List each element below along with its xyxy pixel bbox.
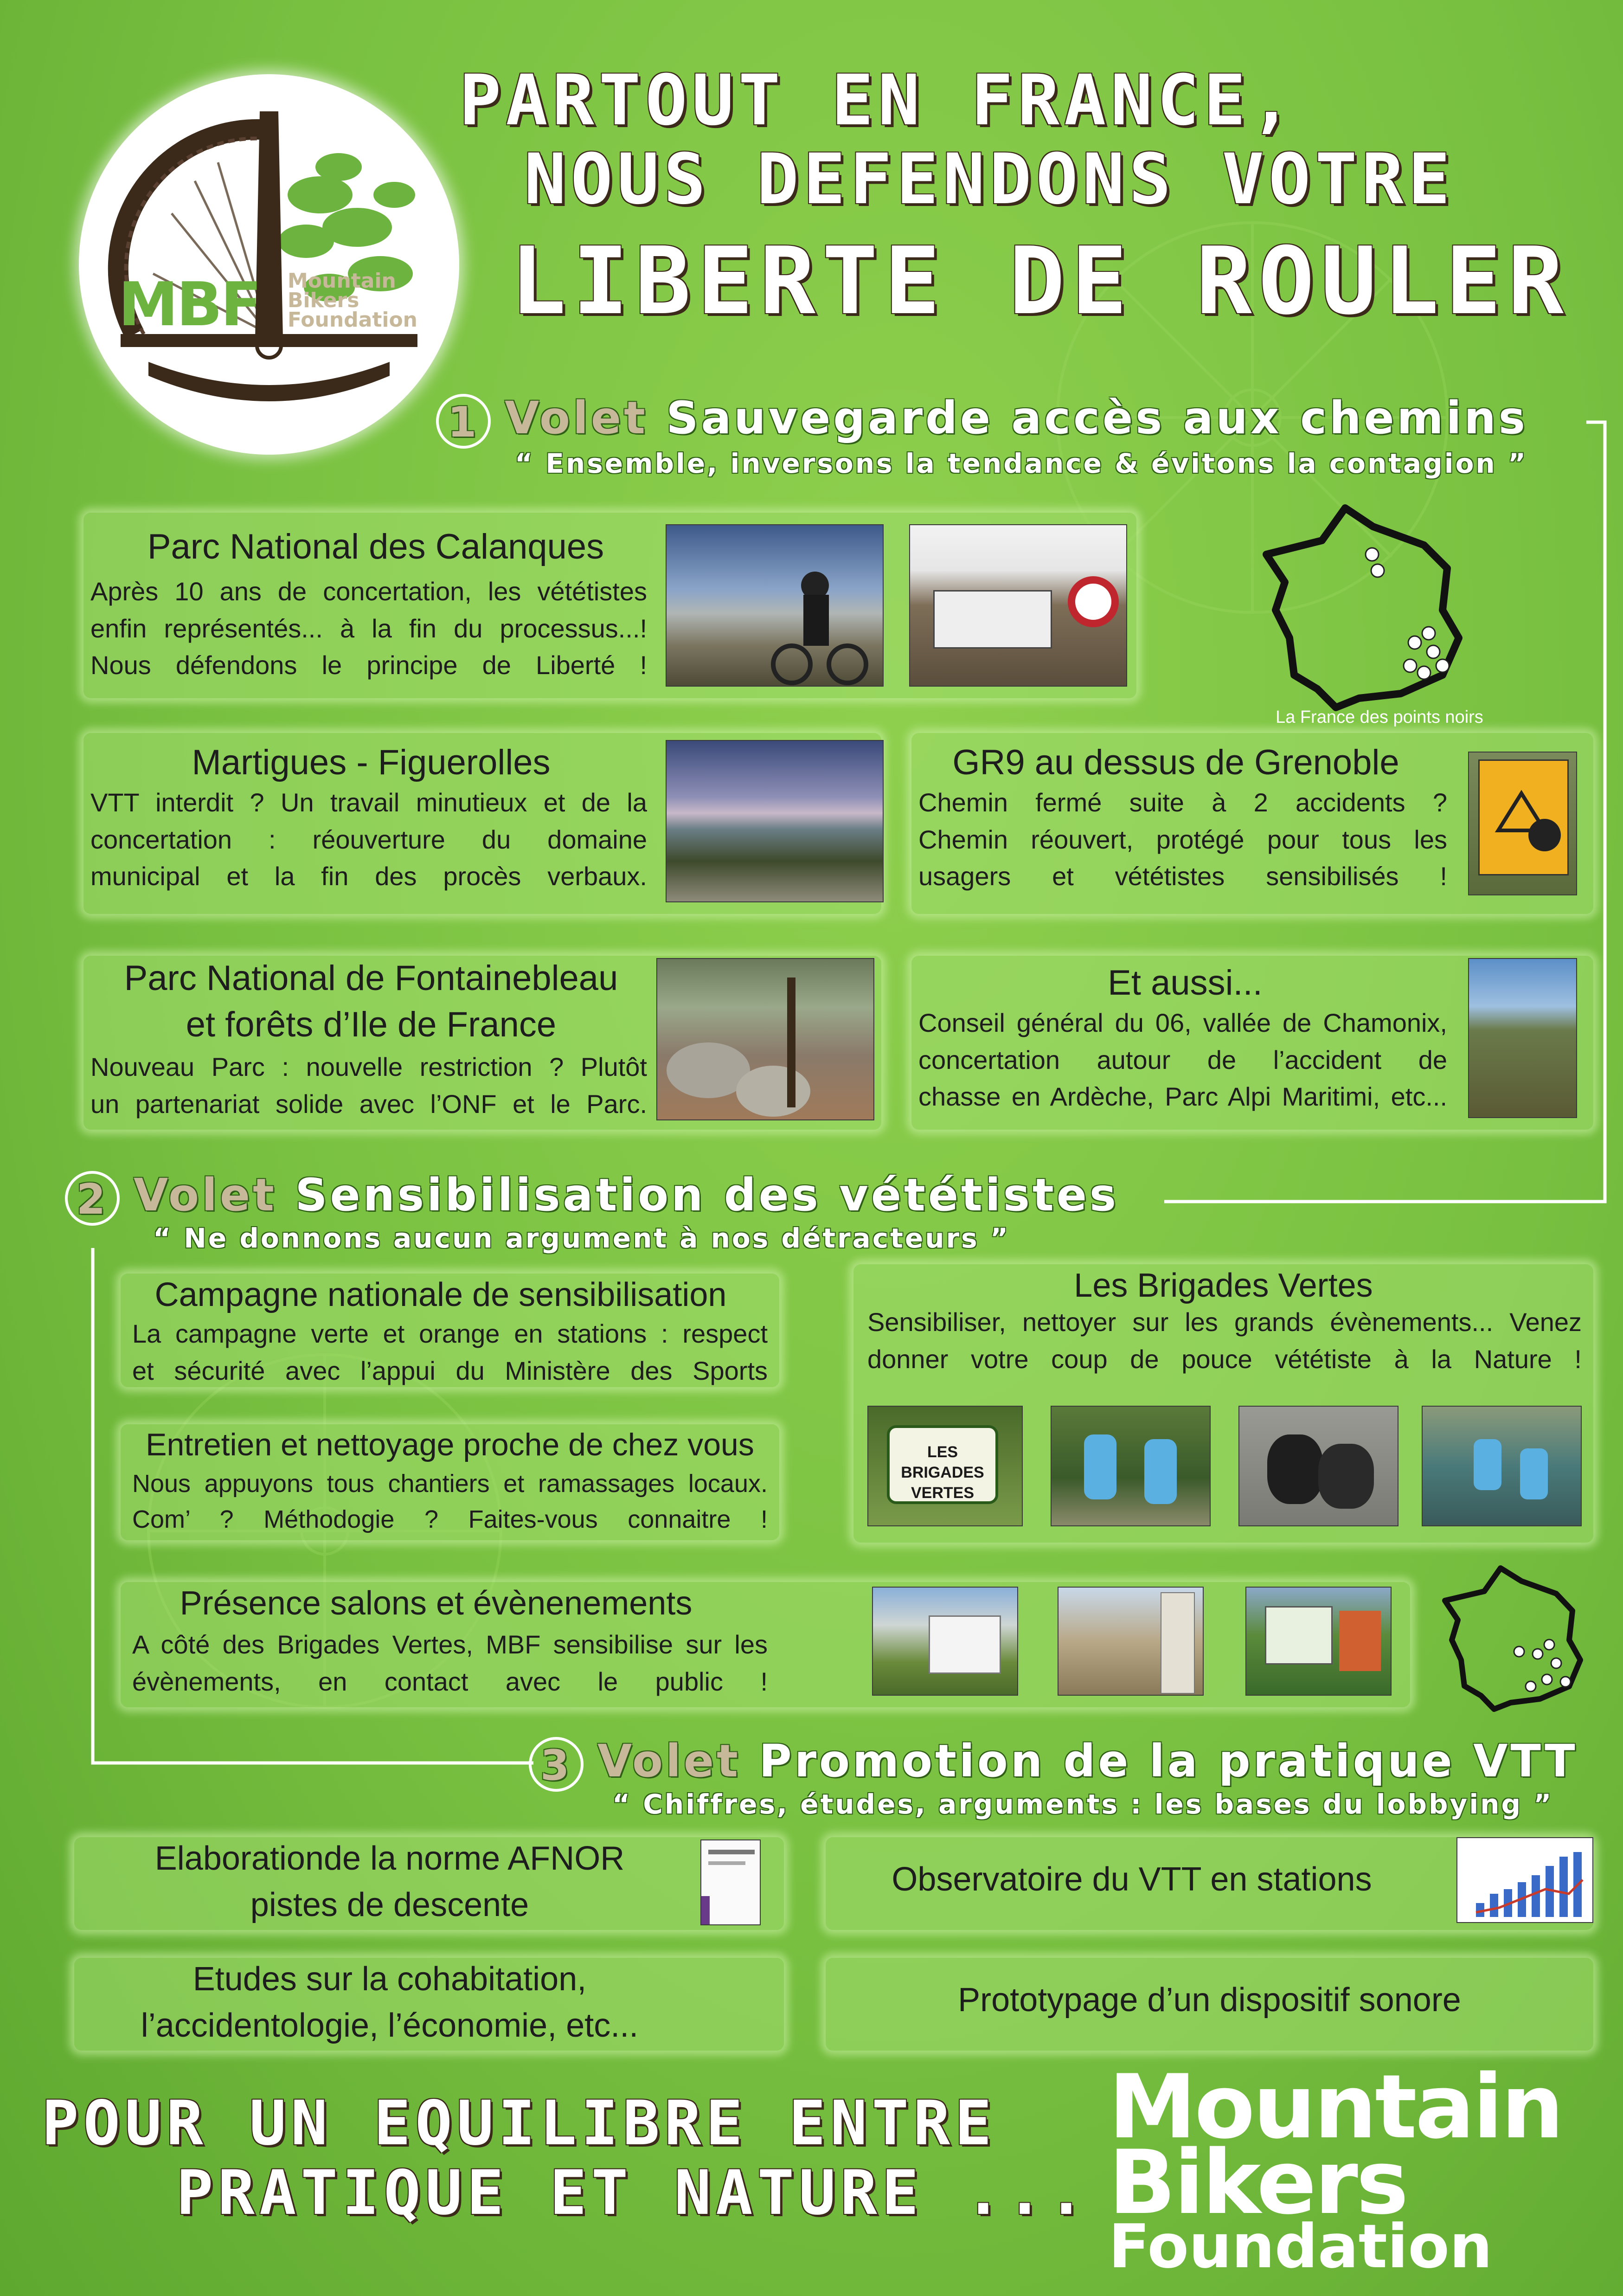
salons-card bbox=[121, 1582, 1410, 1707]
observatoire-chart-thumbnail bbox=[1456, 1837, 1593, 1923]
logo-initials: MBF bbox=[118, 269, 260, 340]
fontainebleau-line: un partenariat solide avec l’ONF et le Parc. bbox=[90, 1089, 647, 1119]
brigades-cyclists-photo bbox=[1051, 1406, 1211, 1526]
gr9-title: GR9 au dessus de Grenoble bbox=[952, 743, 1399, 782]
campagne-title: Campagne nationale de sensibilisation bbox=[154, 1276, 727, 1313]
france-map-small-icon bbox=[1431, 1554, 1598, 1712]
volet3-subtitle: “ Chiffres, études, arguments : les bases du lobbying ” bbox=[612, 1788, 1553, 1820]
brigades-line: Sensibiliser, nettoyer sur les grands évènements... Venez bbox=[867, 1307, 1582, 1337]
afnor-title-line2: pistes de descente bbox=[250, 1886, 529, 1923]
salon-stand-photo-1 bbox=[872, 1587, 1018, 1696]
volet3-word: Volet bbox=[597, 1735, 741, 1787]
volet3-number: 3 bbox=[529, 1737, 584, 1792]
calanques-line: Nous défendons le principe de Liberté ! bbox=[90, 650, 647, 680]
martigues-photo bbox=[666, 740, 884, 902]
salons-text bbox=[132, 1626, 768, 1700]
etudes-title-line2: l’accidentologie, l’économie, etc... bbox=[141, 2007, 639, 2044]
fontainebleau-text bbox=[90, 1048, 647, 1122]
volet1-number: 1 bbox=[436, 394, 491, 449]
entretien-line: Nous appuyons tous chantiers et ramassages locaux. bbox=[132, 1470, 768, 1498]
logo-word-mountain: Mountain bbox=[288, 269, 396, 293]
bar-chart-icon bbox=[1457, 1838, 1593, 1923]
volet2-subtitle: “ Ne donnons aucun argument à nos détracteurs ” bbox=[153, 1222, 1010, 1254]
gr9-text bbox=[918, 784, 1447, 895]
headline-line2: NOUS DEFENDONS VOTRE bbox=[524, 139, 1455, 220]
warning-triangle-icon bbox=[1480, 761, 1570, 877]
et-aussi-line: concertation autour de l’accident de bbox=[918, 1045, 1447, 1074]
et-aussi-title: Et aussi... bbox=[1108, 963, 1263, 1003]
afnor-card bbox=[74, 1837, 784, 1930]
entretien-line: Com’ ? Méthodogie ? Faites-vous connaitre ! bbox=[132, 1505, 768, 1533]
prototypage-card bbox=[826, 1958, 1593, 2051]
entretien-text bbox=[132, 1466, 768, 1537]
calanques-text bbox=[90, 573, 647, 684]
brigades-sign-photo bbox=[867, 1406, 1023, 1526]
et-aussi-trail-photo bbox=[1468, 958, 1577, 1118]
martigues-title: Martigues - Figuerolles bbox=[192, 743, 551, 782]
headline-line1: PARTOUT EN FRANCE, bbox=[459, 60, 1297, 141]
afnor-document-thumbnail bbox=[700, 1839, 761, 1925]
fontainebleau-title-line1: Parc National de Fontainebleau bbox=[124, 958, 618, 998]
entretien-title: Entretien et nettoyage proche de chez vous bbox=[146, 1427, 754, 1462]
logo-word-bikers: Bikers bbox=[288, 288, 359, 312]
volet2-number: 2 bbox=[65, 1171, 120, 1226]
brigades-line: donner votre coup de pouce vététiste à la Nature ! bbox=[867, 1344, 1582, 1374]
france-map-icon bbox=[1248, 489, 1480, 712]
salons-title: Présence salons et évènenements bbox=[180, 1585, 693, 1622]
headline-line3: LIBERTE DE ROULER bbox=[510, 227, 1570, 335]
campagne-line: et sécurité avec l’appui du Ministère des Sports bbox=[132, 1356, 768, 1385]
gr9-line: Chemin réouvert, protégé pour tous les bbox=[918, 824, 1447, 854]
volet2-word: Volet bbox=[134, 1169, 277, 1221]
map-caption: La France des points noirs bbox=[1276, 707, 1483, 727]
et-aussi-line: Conseil général du 06, vallée de Chamonix, bbox=[918, 1008, 1447, 1037]
gr9-line: Chemin fermé suite à 2 accidents ? bbox=[918, 788, 1447, 817]
brigades-trash-bags-photo bbox=[1238, 1406, 1398, 1526]
campagne-text bbox=[132, 1315, 768, 1389]
brigades-sign-text-line2: VERTES bbox=[911, 1484, 975, 1502]
brigades-team-photo bbox=[1422, 1406, 1582, 1526]
brigades-text bbox=[867, 1304, 1582, 1377]
fontainebleau-rocks-photo bbox=[656, 958, 874, 1120]
salons-line: évènements, en contact avec le public ! bbox=[132, 1666, 768, 1696]
martigues-line: VTT interdit ? Un travail minutieux et de la bbox=[90, 788, 647, 817]
entretien-card bbox=[121, 1424, 779, 1540]
logo-word-foundation: Foundation bbox=[288, 308, 418, 332]
salon-stand-photo-3 bbox=[1245, 1587, 1392, 1696]
salons-line: A côté des Brigades Vertes, MBF sensibilise sur les bbox=[132, 1630, 768, 1659]
martigues-text bbox=[90, 784, 647, 895]
footer-brand-foundation: Foundation bbox=[1109, 2211, 1493, 2282]
brigades-sign-text-line1: LES BRIGADES bbox=[901, 1443, 984, 1482]
volet2-title bbox=[65, 1169, 1119, 1226]
gr9-line: usagers et vététistes sensibilisés ! bbox=[918, 862, 1447, 891]
observatoire-title: Observatoire du VTT en stations bbox=[892, 1861, 1372, 1898]
calanques-line: Après 10 ans de concertation, les vététistes bbox=[90, 577, 647, 606]
volet1-subtitle: “ Ensemble, inversons la tendance & évitons la contagion ” bbox=[515, 448, 1528, 479]
volet3-title bbox=[529, 1735, 1578, 1792]
footer-brand bbox=[1109, 2056, 1562, 2282]
calanques-sign-photo bbox=[909, 524, 1127, 687]
footer-brand-mountain: Mountain bbox=[1109, 2056, 1562, 2158]
salon-stand-photo-2 bbox=[1058, 1587, 1204, 1696]
gr9-warning-sign-photo bbox=[1468, 752, 1577, 895]
volet2-heading: Sensibilisation des vététistes bbox=[295, 1169, 1119, 1221]
campagne-line: La campagne verte et orange en stations : respect bbox=[132, 1319, 768, 1348]
footer-line1: POUR UN EQUILIBRE ENTRE bbox=[42, 2088, 996, 2159]
calanques-line: enfin représentés... à la fin du processus...! bbox=[90, 613, 647, 643]
volet1-heading: Sauvegarde accès aux chemins bbox=[666, 392, 1528, 444]
fontainebleau-title-line2: et forêts d’Ile de France bbox=[186, 1005, 557, 1044]
volet3-heading: Promotion de la pratique VTT bbox=[759, 1735, 1578, 1787]
fontainebleau-line: Nouveau Parc : nouvelle restriction ? Plutôt bbox=[90, 1052, 647, 1081]
campagne-card bbox=[121, 1273, 779, 1387]
et-aussi-text bbox=[918, 1004, 1447, 1115]
footer-brand-bikers: Bikers bbox=[1109, 2131, 1407, 2234]
martigues-line: municipal et la fin des procès verbaux. bbox=[90, 862, 647, 891]
calanques-cyclist-photo bbox=[666, 524, 884, 687]
etudes-card bbox=[74, 1958, 784, 2051]
et-aussi-line: chasse en Ardèche, Parc Alpi Maritimi, etc... bbox=[918, 1082, 1447, 1112]
calanques-title: Parc National des Calanques bbox=[147, 527, 604, 566]
martigues-line: concertation : réouverture du domaine bbox=[90, 824, 647, 854]
footer-line2: PRATIQUE ET NATURE ... bbox=[176, 2157, 1090, 2229]
etudes-title-line1: Etudes sur la cohabitation, bbox=[192, 1961, 587, 1998]
prototypage-title: Prototypage d’un dispositif sonore bbox=[958, 1981, 1461, 2019]
brigades-title: Les Brigades Vertes bbox=[1074, 1267, 1373, 1304]
afnor-title-line1: Elaborationde la norme AFNOR bbox=[154, 1840, 625, 1877]
volet1-word: Volet bbox=[505, 392, 648, 444]
